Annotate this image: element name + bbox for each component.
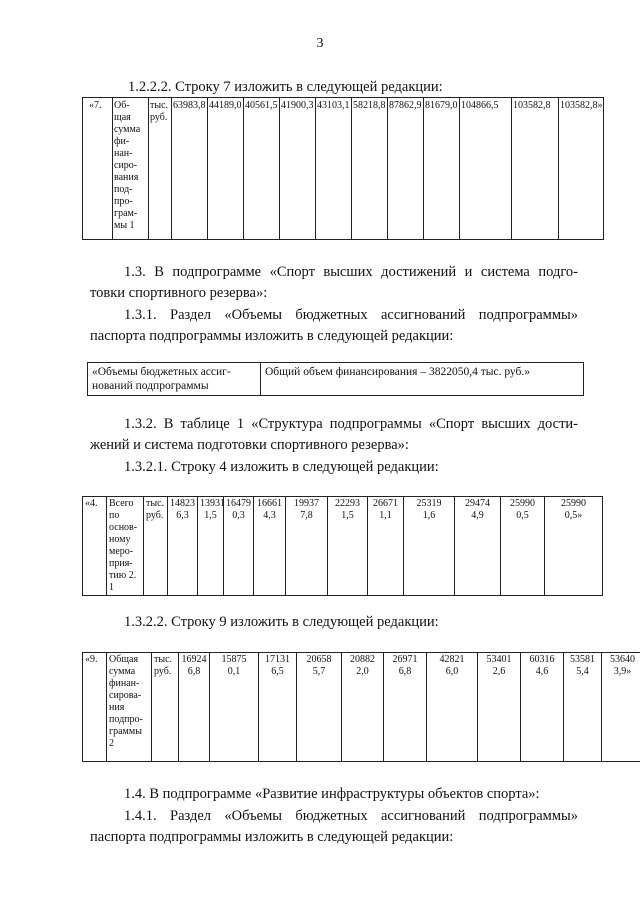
value-cell: 63983,8 <box>172 98 208 240</box>
value-cell: 103582,8» <box>559 98 604 240</box>
table-row <box>83 98 604 240</box>
value-cell: 14823 6,3 <box>168 497 198 596</box>
value-cell: 104866,5 <box>460 98 512 240</box>
table-row <box>83 497 603 596</box>
value-cell: 26971 6,8 <box>384 653 427 762</box>
value-cell: 43103,1 <box>316 98 352 240</box>
budget-table <box>87 362 584 396</box>
unit-cell: тыс. руб. <box>149 98 172 240</box>
unit-cell: тыс. руб. <box>144 497 168 596</box>
value-cell: 60316 4,6 <box>521 653 564 762</box>
budget-label-cell: «Объемы бюджетных ассиг- нований подпрограммы <box>88 363 261 396</box>
paragraph-1-2-2-2: 1.2.2.2. Строку 7 изложить в следующей редакции: <box>128 79 443 95</box>
row-number-cell: «9. <box>83 653 107 762</box>
paragraph-1-4: 1.4. В подпрограмме «Развитие инфраструктуры объектов спорта»: <box>124 786 540 802</box>
paragraph-1-4-1-line2: паспорта подпрограммы изложить в следующей редакции: <box>90 829 454 845</box>
paragraph-1-3-1-line1: 1.3.1. Раздел «Объемы бюджетных ассигнований подпрограммы» <box>124 307 578 323</box>
paragraph-1-3-line2: товки спортивного резерва»: <box>90 285 268 301</box>
value-cell: 15875 0,1 <box>210 653 259 762</box>
unit-cell: тыс. руб. <box>152 653 179 762</box>
value-cell: 16479 0,3 <box>224 497 254 596</box>
value-cell: 44189,0 <box>208 98 244 240</box>
value-cell: 26671 1,1 <box>368 497 404 596</box>
value-cell: 81679,0 <box>424 98 460 240</box>
value-cell: 17131 6,5 <box>259 653 297 762</box>
value-cell: 53640 3,9» <box>602 653 640 762</box>
value-cell: 58218,8 <box>352 98 388 240</box>
value-cell: 16924 6,8 <box>179 653 210 762</box>
value-cell: 29474 4,9 <box>455 497 501 596</box>
value-cell: 41900,3 <box>280 98 316 240</box>
value-cell: 20658 5,7 <box>297 653 342 762</box>
row-label-cell: Общая сумма финан- сирова- ния подпро- граммы 2 <box>107 653 152 762</box>
value-cell: 53581 5,4 <box>564 653 602 762</box>
table-row-9 <box>82 652 640 762</box>
row-label-cell: Всего по основ- ному меро- прия- тию 2.1 <box>107 497 144 596</box>
row-number-cell: «7. <box>83 98 113 240</box>
row-number-cell: «4. <box>83 497 107 596</box>
paragraph-1-3-line1: 1.3. В подпрограмме «Спорт высших достижений и система подго- <box>124 264 578 280</box>
table-row-4 <box>82 496 603 596</box>
table-row <box>83 653 640 762</box>
paragraph-1-3-2-2: 1.3.2.2. Строку 9 изложить в следующей редакции: <box>124 614 439 630</box>
value-cell: 40561,5 <box>244 98 280 240</box>
paragraph-1-3-2-line1: 1.3.2. В таблице 1 «Структура подпрограммы «Спорт высших дости- <box>124 416 578 432</box>
paragraph-1-4-1-line1: 1.4.1. Раздел «Объемы бюджетных ассигнований подпрограммы» <box>124 808 578 824</box>
value-cell: 103582,8 <box>512 98 559 240</box>
value-cell: 20882 2,0 <box>342 653 384 762</box>
page-number: 3 <box>316 36 324 51</box>
value-cell: 53401 2,6 <box>478 653 521 762</box>
value-cell: 22293 1,5 <box>328 497 368 596</box>
value-cell: 19937 7,8 <box>286 497 328 596</box>
value-cell: 16661 4,3 <box>254 497 286 596</box>
value-cell: 25990 0,5 <box>501 497 545 596</box>
row-label-cell: Об- щая сумма фи- нан- сиро- вания под- про- грам- мы 1 <box>113 98 149 240</box>
paragraph-1-3-2-line2: жений и система подготовки спортивного резерва»: <box>90 437 409 453</box>
table-row-7 <box>82 97 604 240</box>
value-cell: 42821 6,0 <box>427 653 478 762</box>
table-row <box>88 363 584 396</box>
budget-value-cell: Общий объем финансирования – 3822050,4 тыс. руб.» <box>261 363 584 396</box>
paragraph-1-3-2-1: 1.3.2.1. Строку 4 изложить в следующей редакции: <box>124 459 439 475</box>
value-cell: 25990 0,5» <box>545 497 603 596</box>
value-cell: 25319 1,6 <box>404 497 455 596</box>
value-cell: 87862,9 <box>388 98 424 240</box>
value-cell: 13931 1,5 <box>198 497 224 596</box>
paragraph-1-3-1-line2: паспорта подпрограммы изложить в следующей редакции: <box>90 328 454 344</box>
